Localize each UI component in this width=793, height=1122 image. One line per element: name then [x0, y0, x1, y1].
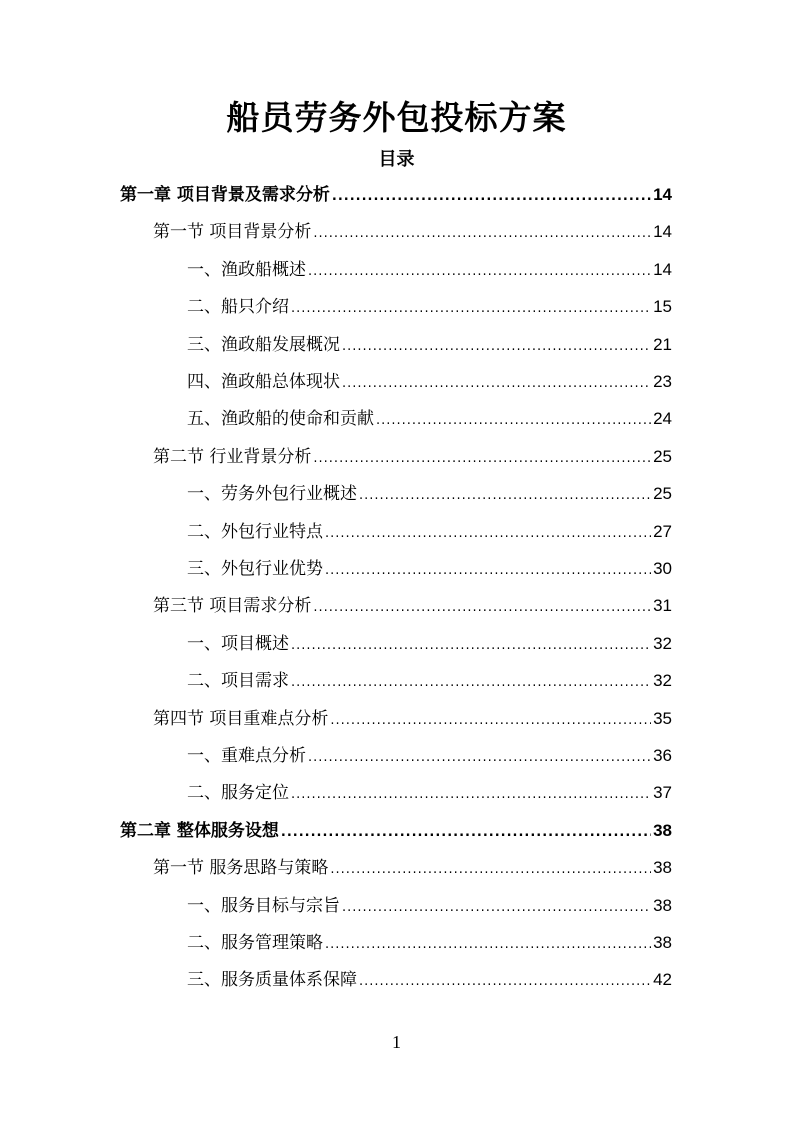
toc-entry-page: 38: [653, 933, 672, 952]
toc-item-entry[interactable]: [187, 741, 672, 769]
toc-entry-page: 42: [653, 970, 672, 990]
toc-entry-page: 30: [653, 559, 672, 578]
dot-leader: [332, 189, 651, 204]
dot-leader: [325, 526, 651, 541]
toc-item-entry[interactable]: [187, 554, 672, 582]
dot-leader: [342, 339, 651, 354]
toc-chapter-entry[interactable]: [120, 180, 672, 208]
toc-entry-title: 一、渔政船概述: [187, 259, 306, 280]
toc-entry-title: 第二节 行业背景分析: [153, 446, 312, 467]
dot-leader: [342, 900, 651, 915]
toc-entry-page: 14: [653, 222, 672, 242]
toc-entry-title: 五、渔政船的使命和贡献: [187, 409, 374, 430]
toc-entry-page: 32: [653, 671, 672, 691]
toc-entry-page: 38: [653, 895, 672, 915]
toc-heading: 目录: [378, 149, 415, 170]
toc-entry-page: 27: [653, 521, 672, 541]
dot-leader: [376, 413, 651, 428]
toc-entry-title: 四、渔政船总体现状: [187, 372, 340, 392]
dot-leader: [313, 226, 651, 241]
toc-item-entry[interactable]: [187, 629, 672, 657]
dot-leader: [330, 713, 651, 728]
toc-item-entry[interactable]: [187, 404, 672, 432]
toc-entry-title: 三、服务质量体系保障: [187, 970, 357, 991]
toc-entry-page: 36: [653, 746, 672, 765]
toc-entry-page: 31: [653, 596, 672, 616]
toc-entry-title: 一、重难点分析: [187, 746, 306, 766]
toc-entry-title: 第四节 项目重难点分析: [153, 708, 329, 729]
dot-leader: [313, 451, 651, 466]
toc-entry-title: 二、服务管理策略: [187, 933, 323, 953]
toc-entry-page: 38: [653, 820, 672, 840]
toc-chapter-entry[interactable]: [120, 816, 672, 844]
dot-leader: [325, 937, 651, 952]
dot-leader: [281, 825, 651, 840]
toc-section-entry[interactable]: [153, 591, 672, 619]
dot-leader: [291, 787, 651, 802]
toc-entry-page: 24: [653, 409, 672, 429]
dot-leader: [308, 264, 651, 279]
toc-item-entry[interactable]: [187, 292, 672, 320]
toc-entry-title: 第二章 整体服务设想: [120, 820, 279, 841]
toc-entry-page: 15: [653, 297, 672, 317]
page-number: 1: [392, 1032, 401, 1052]
dot-leader: [359, 974, 651, 989]
document-title: 船员劳务外包投标方案: [226, 98, 567, 137]
toc-entry-page: 25: [653, 484, 672, 504]
dot-leader: [359, 488, 651, 503]
toc-entry-title: 一、项目概述: [187, 633, 289, 654]
toc-entry-page: 37: [653, 783, 672, 803]
toc-entry-page: 14: [653, 259, 672, 279]
toc-entry-title: 第一节 项目背景分析: [153, 222, 312, 243]
toc-entry-page: 25: [653, 446, 672, 466]
toc-entry-title: 二、外包行业特点: [187, 521, 323, 542]
toc-item-entry[interactable]: [187, 479, 672, 507]
toc-entry-title: 二、项目需求: [187, 671, 289, 692]
toc-item-entry[interactable]: [187, 928, 672, 956]
dot-leader: [330, 862, 651, 877]
toc-entry-title: 三、外包行业优势: [187, 559, 323, 579]
toc-item-entry[interactable]: [187, 965, 672, 993]
toc-item-entry[interactable]: [187, 778, 672, 806]
toc-item-entry[interactable]: [187, 517, 672, 545]
dot-leader: [291, 675, 651, 690]
toc-entry-title: 二、船只介绍: [187, 297, 289, 318]
toc-item-entry[interactable]: [187, 330, 672, 358]
toc-entry-title: 第一章 项目背景及需求分析: [120, 185, 330, 205]
toc-entry-page: 14: [653, 185, 672, 204]
dot-leader: [308, 750, 651, 765]
toc-entry-title: 第三节 项目需求分析: [153, 596, 312, 617]
toc-entry-page: 23: [653, 372, 672, 391]
dot-leader: [342, 376, 651, 391]
toc-entry-title: 第一节 服务思路与策略: [153, 858, 329, 879]
dot-leader: [291, 301, 651, 316]
toc-item-entry[interactable]: [187, 891, 672, 919]
toc-entry-title: 三、渔政船发展概况: [187, 334, 340, 355]
toc-entry-title: 一、服务目标与宗旨: [187, 895, 340, 916]
toc-section-entry[interactable]: [153, 704, 672, 732]
toc-entry-title: 二、服务定位: [187, 783, 289, 804]
toc-entry-page: 38: [653, 858, 672, 878]
toc-item-entry[interactable]: [187, 255, 672, 283]
toc-entry-page: 35: [653, 708, 672, 728]
dot-leader: [325, 563, 651, 578]
toc-entry-page: 21: [653, 334, 672, 354]
toc-entry-page: 32: [653, 633, 672, 653]
dot-leader: [313, 600, 651, 615]
toc-item-entry[interactable]: [187, 666, 672, 694]
toc-entry-title: 一、劳务外包行业概述: [187, 484, 357, 505]
toc-section-entry[interactable]: [153, 217, 672, 245]
toc-item-entry[interactable]: [187, 367, 672, 395]
toc-section-entry[interactable]: [153, 853, 672, 881]
dot-leader: [291, 638, 651, 653]
toc-section-entry[interactable]: [153, 442, 672, 470]
